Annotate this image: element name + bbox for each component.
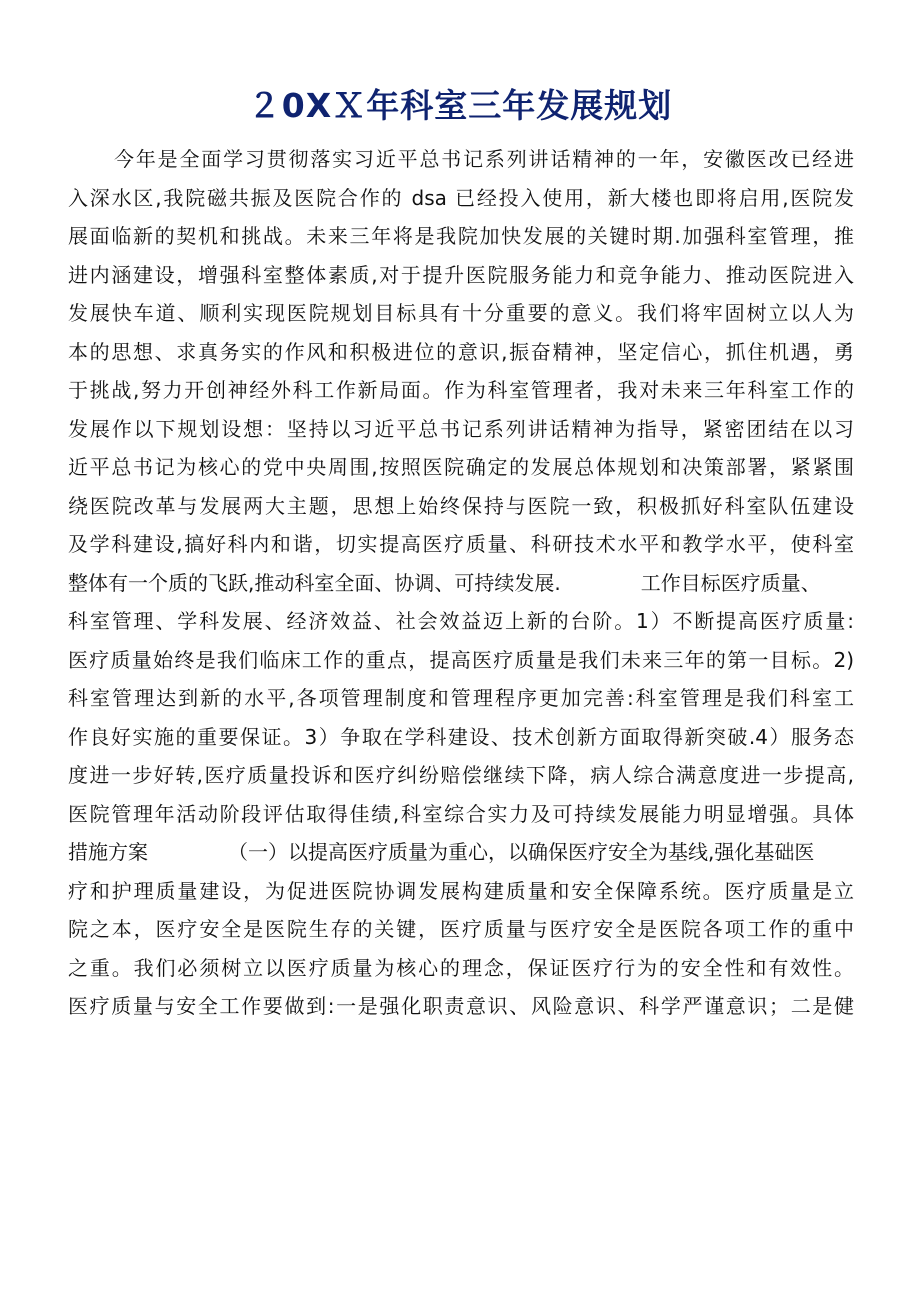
- paragraph-line: 医疗质量与安全工作要做到:一是强化职责意识、风险意识、科学严谨意识；二是健: [68, 994, 854, 1018]
- paragraph-line: 本的思想、求真务实的作风和积极进位的意识,振奋精神，坚定信心，抓住机遇，勇: [68, 339, 854, 364]
- paragraph-line: 进内涵建设，增强科室整体素质,对于提升医院服务能力和竞争能力、推动医院进入: [68, 262, 854, 287]
- paragraph-line: 医疗质量始终是我们临床工作的重点，提高医疗质量是我们未来三年的第一目标。2): [68, 647, 854, 672]
- document-body: [68, 140, 854, 1026]
- paragraph-line: 发展快车道、顺利实现医院规划目标具有十分重要的意义。我们将牢固树立以人为: [68, 301, 854, 325]
- section-heading-goals: 工作目标医疗质量、: [640, 570, 821, 595]
- paragraph-line: 展面临新的契机和挑战。未来三年将是我院加快发展的关键时期.加强科室管理，推: [68, 224, 854, 248]
- paragraph-line: [68, 833, 854, 872]
- paragraph-line: 及学科建设,搞好科内和谐，切实提高医疗质量、科研技术水平和教学水平，使科室: [68, 532, 854, 556]
- paragraph-line: 之重。我们必须树立以医疗质量为核心的理念，保证医疗行为的安全性和有效性。: [68, 955, 854, 980]
- paragraph-line: 入深水区,我院磁共振及医院合作的 dsa 已经投入使用，新大楼也即将启用,医院发: [68, 185, 854, 210]
- paragraph-line: 绕医院改革与发展两大主题，思想上始终保持与医院一致，积极抓好科室队伍建设: [68, 493, 854, 518]
- paragraph-line-part: （一）以提高医疗质量为重心，以确保医疗安全为基线,强化基础医: [228, 840, 815, 864]
- paragraph-line: 于挑战,努力开创神经外科工作新局面。作为科室管理者，我对未来三年科室工作的: [68, 378, 854, 402]
- document-title: ２0XＸ年科室三年发展规划: [247, 86, 673, 125]
- paragraph-line: 疗和护理质量建设，为促进医院协调发展构建质量和安全保障系统。医疗质量是立: [68, 878, 854, 903]
- paragraph-line: 医院管理年活动阶段评估取得佳绩,科室综合实力及可持续发展能力明显增强。具体: [68, 801, 854, 826]
- paragraph-line: 发展作以下规划设想：坚持以习近平总书记系列讲话精神为指导，紧密团结在以习: [68, 416, 854, 441]
- paragraph-line: 科室管理达到新的水平,各项管理制度和管理程序更加完善:科室管理是我们科室工: [68, 686, 854, 710]
- paragraph-line-part: 整体有一个质的飞跃,推动科室全面、协调、可持续发展.: [68, 570, 561, 595]
- paragraph-line: 今年是全面学习贯彻落实习近平总书记系列讲话精神的一年，安徽医改已经进: [114, 147, 854, 171]
- paragraph-line: 作良好实施的重要保证。3）争取在学科建设、技术创新方面取得新突破.4）服务态: [68, 724, 854, 749]
- paragraph-line: 院之本，医疗安全是医院生存的关键，医疗质量与医疗安全是医院各项工作的重中: [68, 917, 854, 941]
- paragraph-line: 度进一步好转,医疗质量投诉和医疗纠纷赔偿继续下降，病人综合满意度进一步提高,: [68, 763, 854, 787]
- paragraph-line: 近平总书记为核心的党中央周围,按照医院确定的发展总体规划和决策部署，紧紧围: [68, 455, 854, 479]
- paragraph-line: 科室管理、学科发展、经济效益、社会效益迈上新的台阶。1）不断提高医疗质量:: [68, 609, 854, 633]
- paragraph-line: [68, 564, 854, 603]
- section-heading-measures: 措施方案: [68, 840, 148, 864]
